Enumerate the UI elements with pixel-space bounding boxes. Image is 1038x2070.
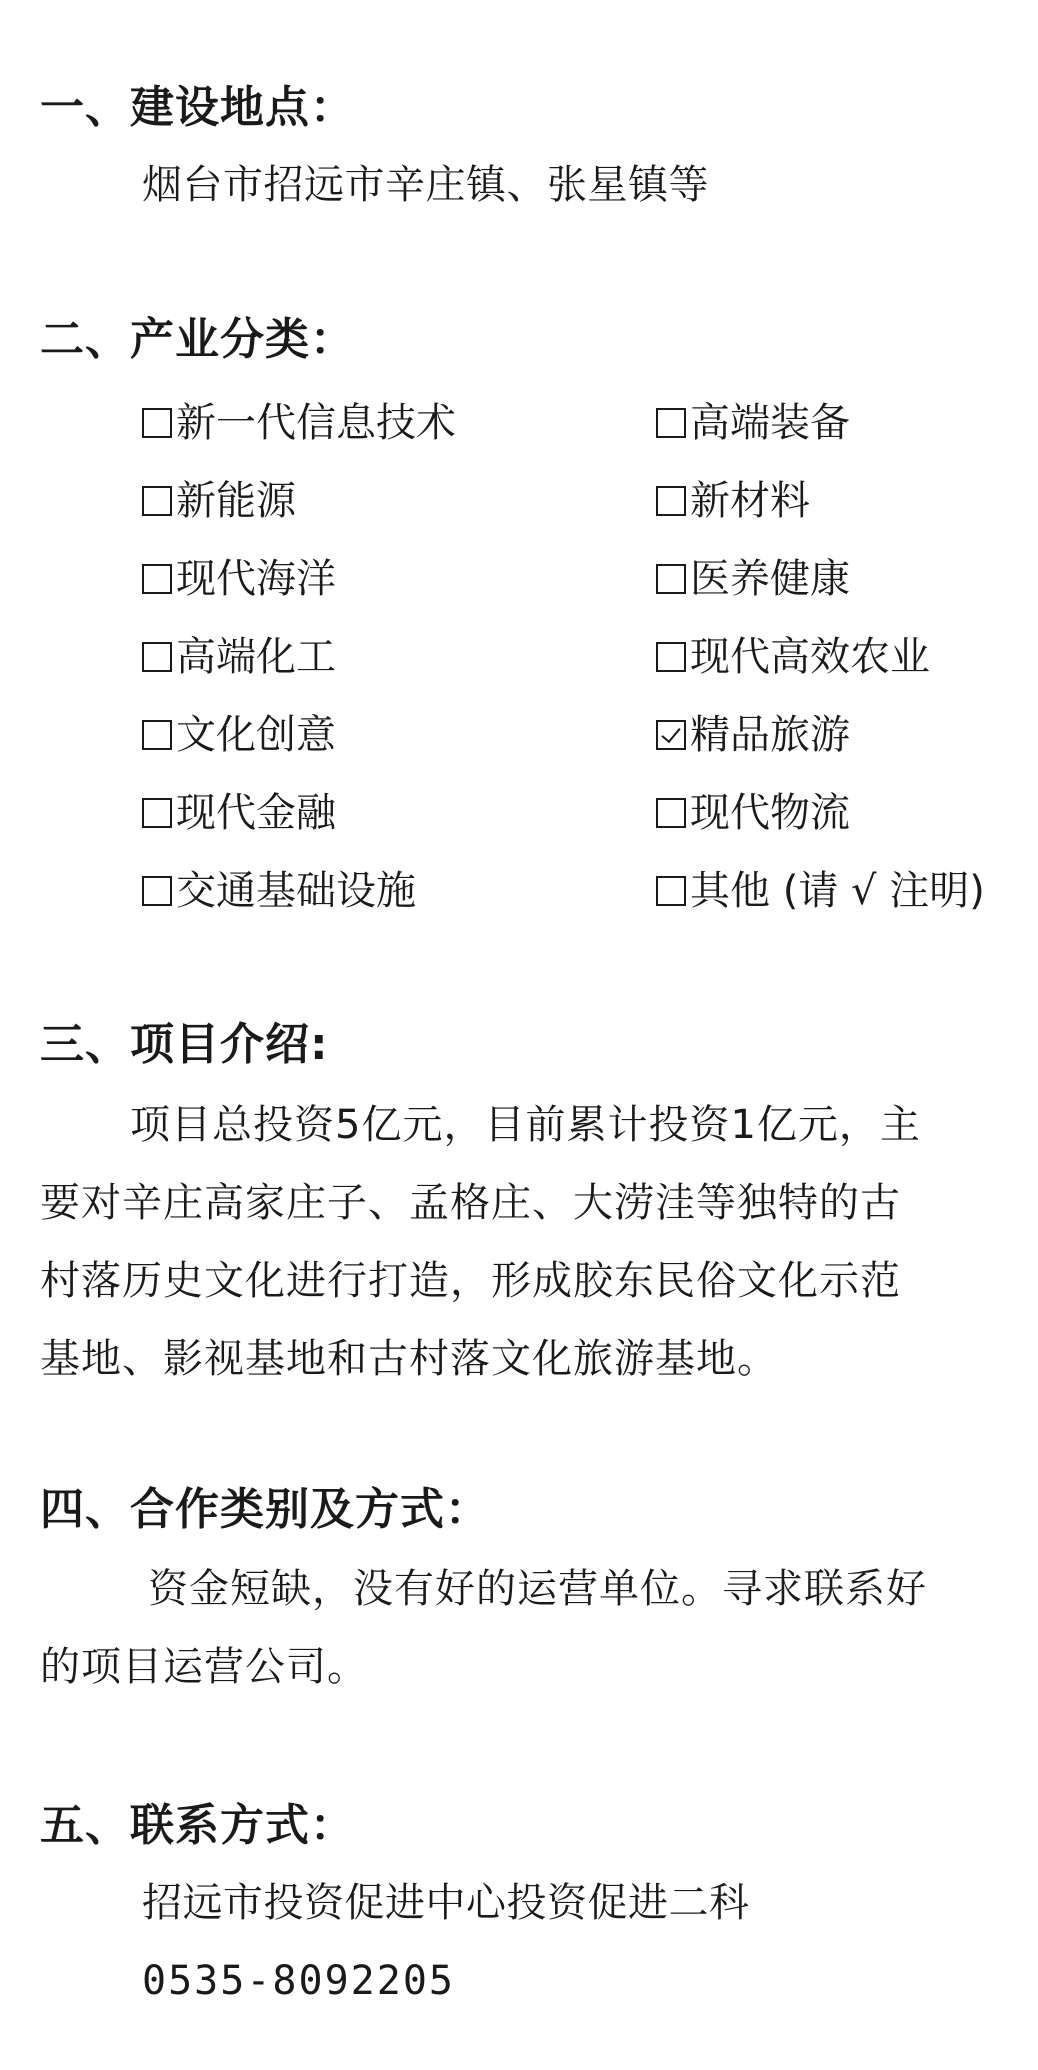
category-label: 现代高效农业 [690, 634, 930, 680]
category-item[interactable] [142, 707, 336, 763]
category-item[interactable] [656, 551, 850, 607]
category-label: 医养健康 [690, 556, 850, 602]
section-heading-cooperation: 四、合作类别及方式： [40, 1484, 490, 1535]
checkbox-icon[interactable] [656, 642, 686, 672]
checkbox-icon[interactable] [142, 486, 172, 516]
category-item[interactable] [142, 473, 296, 529]
category-label: 新能源 [176, 478, 296, 524]
section-heading-location: 一、建设地点： [40, 82, 355, 133]
paragraph-line: 项目总投资5亿元，目前累计投资1亿元，主 [130, 1102, 921, 1148]
category-label: 现代海洋 [176, 556, 336, 602]
checkbox-icon[interactable] [656, 564, 686, 594]
checkbox-icon[interactable] [656, 408, 686, 438]
category-item[interactable] [656, 863, 985, 919]
paragraph-line: 的项目运营公司。 [40, 1644, 368, 1690]
cooperation-paragraph [40, 1550, 998, 1706]
category-item[interactable] [142, 395, 456, 451]
section-heading-contact: 五、联系方式： [40, 1800, 355, 1851]
checkbox-icon[interactable] [142, 876, 172, 906]
category-label: 新一代信息技术 [176, 400, 456, 446]
category-item[interactable] [656, 395, 850, 451]
paragraph-line: 村落历史文化进行打造，形成胶东民俗文化示范 [40, 1258, 901, 1304]
category-label: 高端化工 [176, 634, 336, 680]
contact-phone: 0535-8092205 [142, 1958, 455, 2004]
category-label: 现代金融 [176, 790, 336, 836]
category-label: 高端装备 [690, 400, 850, 446]
checkbox-icon[interactable] [656, 798, 686, 828]
location-text: 烟台市招远市辛庄镇、张星镇等 [142, 162, 709, 208]
paragraph-line: 基地、影视基地和古村落文化旅游基地。 [40, 1336, 778, 1382]
category-item[interactable] [656, 785, 850, 841]
category-item[interactable] [142, 863, 416, 919]
checked-checkbox-icon[interactable] [656, 720, 686, 750]
category-label: 交通基础设施 [176, 868, 416, 914]
category-item[interactable] [656, 629, 930, 685]
paragraph-line: 要对辛庄高家庄子、孟格庄、大涝洼等独特的古 [40, 1180, 901, 1226]
checkbox-icon[interactable] [142, 564, 172, 594]
checkbox-icon[interactable] [142, 798, 172, 828]
checkbox-icon[interactable] [142, 408, 172, 438]
paragraph-line: 资金短缺，没有好的运营单位。寻求联系好 [148, 1566, 927, 1612]
category-label: 其他 (请 √ 注明) [690, 868, 985, 914]
checkbox-icon[interactable] [142, 642, 172, 672]
category-label: 精品旅游 [690, 712, 850, 758]
category-item[interactable] [142, 629, 336, 685]
section-heading-intro: 三、项目介绍: [40, 1019, 329, 1070]
category-label: 新材料 [690, 478, 810, 524]
intro-paragraph [40, 1086, 998, 1398]
category-label: 文化创意 [176, 712, 336, 758]
category-label: 现代物流 [690, 790, 850, 836]
checkbox-icon[interactable] [656, 486, 686, 516]
category-item[interactable] [142, 785, 336, 841]
section-heading-category: 二、产业分类： [40, 314, 355, 365]
contact-organization: 招远市投资促进中心投资促进二科 [142, 1880, 750, 1926]
checkbox-icon[interactable] [142, 720, 172, 750]
category-item[interactable] [656, 473, 810, 529]
checkbox-icon[interactable] [656, 876, 686, 906]
category-item[interactable] [142, 551, 336, 607]
category-item[interactable] [656, 707, 850, 763]
